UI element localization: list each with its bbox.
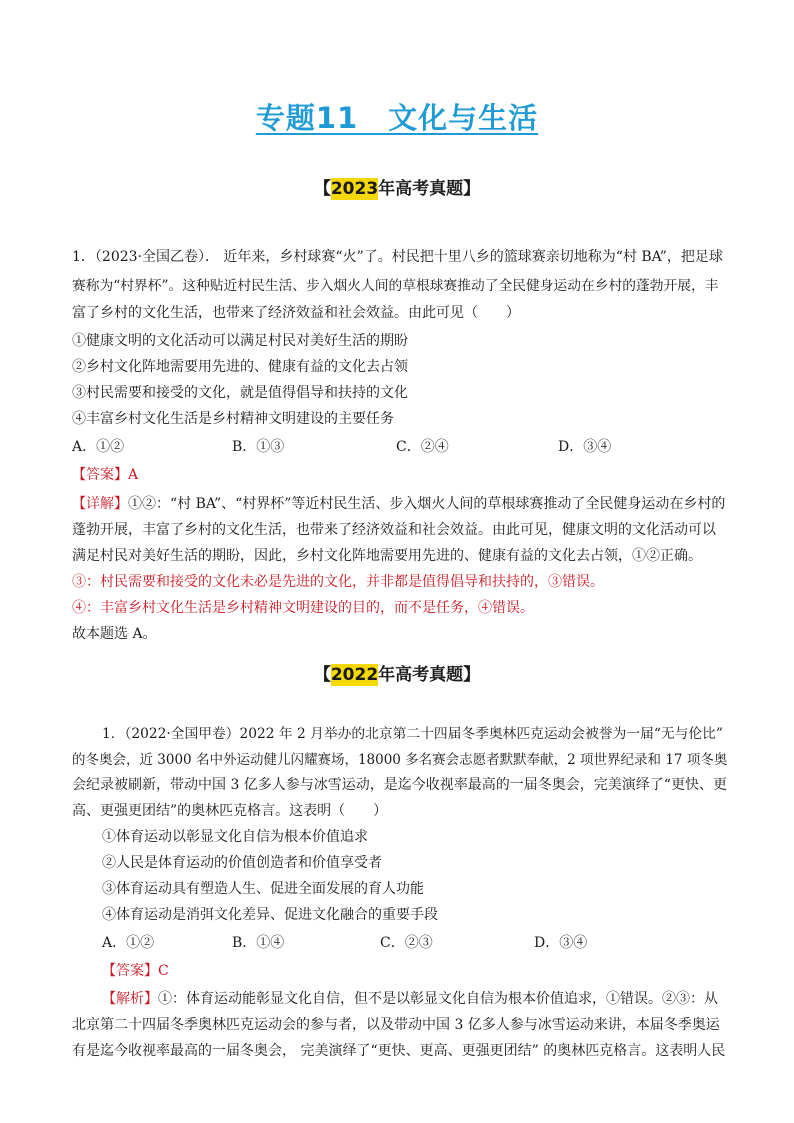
option-a: A．①②	[102, 935, 155, 951]
section-heading-2023	[0, 174, 794, 199]
explanation-line: 满足村民对美好生活的期盼，因此，乡村文化阵地需要用先进的、健康有益的文化去占领，①②正确。	[72, 548, 702, 564]
choice-item: ②人民是体育运动的价值创造者和价值享受者	[102, 855, 382, 871]
explanation-line	[72, 493, 725, 513]
question-line: 赛称为“村界杯”。这种贴近村民生活、步入烟火人间的草根球赛推动了全民健身运动在乡村的蓬勃开展，丰	[72, 278, 719, 294]
option-b: B．①③	[232, 439, 285, 455]
choice-item: ②乡村文化阵地需要用先进的、健康有益的文化去占领	[72, 359, 408, 375]
explanation-label: 【详解】	[72, 496, 128, 512]
option-c: C．②③	[380, 935, 433, 951]
answer-label: 【答案】	[102, 963, 158, 979]
section-heading-2022	[0, 660, 794, 685]
answer-line	[102, 960, 169, 980]
explanation-line: 蓬勃开展，丰富了乡村的文化生活，也带来了经济效益和社会效益。由此可见，健康文明的文化活动可以	[72, 522, 716, 538]
heading-text: 年高考真题	[378, 179, 464, 199]
heading-year: 2023	[330, 179, 379, 199]
question-line: 富了乡村的文化生活，也带来了经济效益和社会效益。由此可见（ ）	[72, 305, 520, 321]
choice-item: ④体育运动是消弭文化差异、促进文化融合的重要手段	[102, 907, 438, 923]
choice-item: ③村民需要和接受的文化，就是值得倡导和扶持的文化	[72, 385, 408, 401]
question-line: 会纪录被刷新，带动中国 3 亿多人参与冰雪运动，是迄今收视率最高的一届冬奥会，完美演绎了“更快、更	[72, 777, 727, 793]
question-line: 1．（2022·全国甲卷）2022 年 2 月举办的北京第二十四届冬季奥林匹克运动会被誉为一届“无与伦比”	[102, 726, 723, 742]
option-d: D．③④	[558, 439, 612, 455]
choice-item: ③体育运动具有塑造人生、促进全面发展的育人功能	[102, 881, 424, 897]
explanation-line: 北京第二十四届冬季奥林匹克运动会的参与者，以及带动中国 3 亿多人参与冰雪运动来讲，本届冬季奥运	[72, 1017, 720, 1033]
conclusion-line: 故本题选 A。	[72, 626, 157, 642]
choice-item: ④丰富乡村文化生活是乡村精神文明建设的主要任务	[72, 411, 394, 427]
explanation-text: ①②：“村 BA”、“村界杯”等近村民生活、步入烟火人间的草根球赛推动了全民健身运动在乡村的	[128, 496, 726, 512]
choice-item: ①健康文明的文化活动可以满足村民对美好生活的期盼	[72, 333, 408, 349]
answer-line	[72, 464, 138, 484]
explanation-line: 有是迄今收视率最高的一届冬奥会， 完美演绎了“更快、更高、更强更团结” 的奥林匹克格言。这表明人民	[72, 1043, 726, 1059]
option-a: A．①②	[72, 439, 125, 455]
answer-value: A	[128, 467, 139, 483]
explanation-label: 【解析】	[102, 991, 158, 1007]
question-line: 高、更强更团结”的奥林匹克格言。这表明（ ）	[72, 803, 388, 819]
heading-bracket-close: 】	[463, 665, 481, 685]
heading-bracket-close: 】	[463, 179, 481, 199]
answer-label: 【答案】	[72, 467, 128, 483]
explanation-line: ③：村民需要和接受的文化未必是先进的文化，并非都是值得倡导和扶持的，③错误。	[72, 574, 604, 590]
question-line: 的冬奥会，近 3000 名中外运动健儿闪耀赛场，18000 多名赛会志愿者默默奉献，2 项世界纪录和 17 项冬奥	[72, 752, 728, 768]
option-c: C．②④	[396, 439, 449, 455]
explanation-text: ①：体育运动能彰显文化自信，但不是以彰显文化自信为根本价值追求，①错误。②③：从	[158, 991, 718, 1007]
option-d: D．③④	[534, 935, 588, 951]
page-title: 专题11 文化与生活	[255, 101, 539, 135]
question-line: 1．（2023·全国乙卷）． 近年来，乡村球赛“火”了。村民把十里八乡的篮球赛亲切地称为“村 BA”，把足球	[72, 249, 723, 265]
explanation-line: ④：丰富乡村文化生活是乡村精神文明建设的目的，而不是任务，④错误。	[72, 600, 534, 616]
heading-year: 2022	[330, 665, 379, 685]
heading-text: 年高考真题	[378, 665, 464, 685]
heading-bracket-open: 【	[313, 179, 331, 199]
option-b: B．①④	[232, 935, 285, 951]
answer-value: C	[158, 963, 169, 979]
choice-item: ①体育运动以彰显文化自信为根本价值追求	[102, 829, 368, 845]
explanation-line	[102, 988, 718, 1008]
heading-bracket-open: 【	[313, 665, 331, 685]
